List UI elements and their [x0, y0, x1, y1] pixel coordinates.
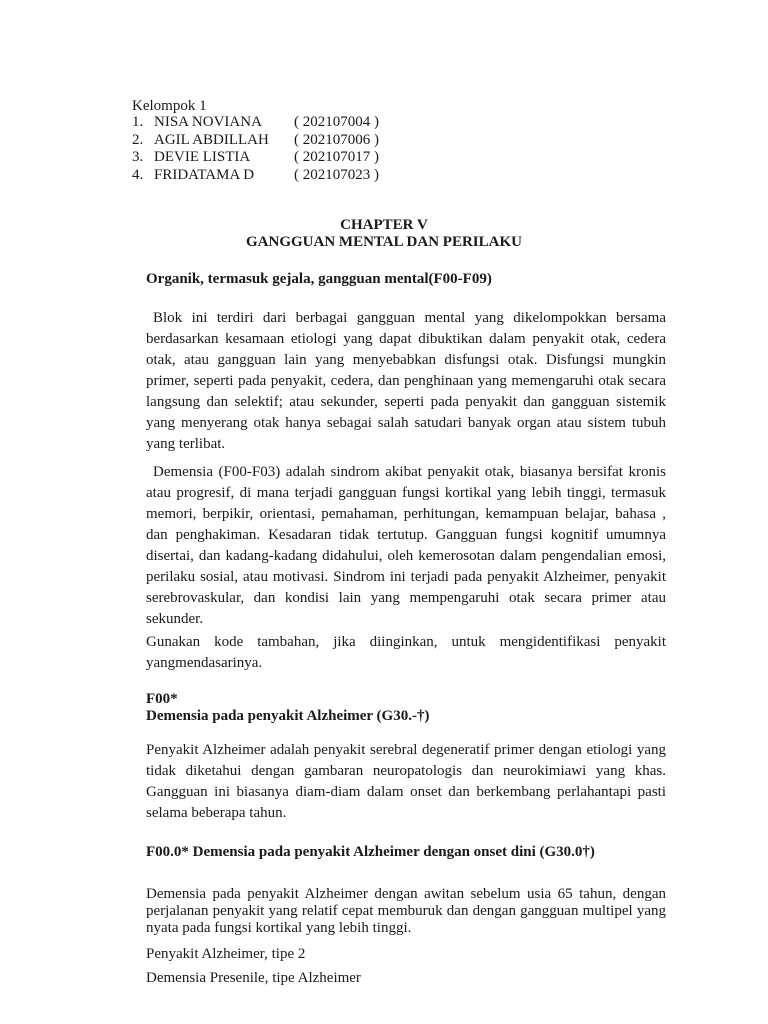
list-item: [132, 114, 379, 132]
chapter-number: CHAPTER V: [340, 217, 428, 233]
group-title: Kelompok 1: [132, 98, 207, 114]
paragraph-block: Blok ini terdiri dari berbagai gangguan mental yang dikelompokkan bersama berdasarkan kesamaan etiologi yang dapat dibuktikan dalam penyakit otak, cedera otak, atau gangguan lain yang menyebabkan disfungsi otak. Disfungsi mungkin primer, seperti pada penyakit, cedera, dan penghinaan yang memengaruhi otak secara langsung dan selektif; atau sekunder, seperti pada penyakit dan gangguan sistemik yang menyerang otak hanya sebagai salah satudari banyak organ atau sistem tubuh yang terlibat.: [146, 310, 666, 452]
line-tipe-2: Penyakit Alzheimer, tipe 2: [146, 946, 306, 962]
member-name: FRIDATAMA D: [154, 166, 255, 183]
member-id: ( 202107017 ): [294, 149, 379, 165]
heading-f00-0: F00.0* Demensia pada penyakit Alzheimer dengan onset dini (G30.0†): [146, 844, 595, 860]
section-heading-organic: Organik, termasuk gejala, gangguan mental(F00-F09): [146, 271, 492, 287]
paragraph-alzheimer: Penyakit Alzheimer adalah penyakit serebral degeneratif primer dengan etiologi yang tidak diketahui dengan gambaran neuropatologis dan neurokimiawi yang khas. Gangguan ini biasanya diam-diam dalam onset dan berkembang perlahantapi pasti selama beberapa tahun.: [146, 742, 666, 821]
member-id: ( 202107004 ): [294, 114, 379, 130]
paragraph-onset: Demensia pada penyakit Alzheimer dengan awitan sebelum usia 65 tahun, dengan perjalanan penyakit yang relatif cepat memburuk dan dengan gangguan multipel yang nyata pada fungsi kortikal yang lebih tinggi.: [146, 886, 666, 936]
paragraph-demensia: Demensia (F00-F03) adalah sindrom akibat penyakit otak, biasanya bersifat kronis atau progresif, di mana terjadi gangguan fungsi kortikal yang lebih tinggi, termasuk memori, berpikir, orientasi, pemahaman, perhitungan, kemampuan belajar, bahasa , dan penghakiman. Kesadaran tidak tertutup. Gangguan fungsi kognitif umumnya disertai, dan kadang-kadang didahului, oleh kemerosotan dalam pengendalian emosi, perilaku sosial, atau motivasi. Sindrom ini terjadi pada penyakit Alzheimer, penyakit serebrovaskular, dan kondisi lain yang mempengaruhi otak secara primer atau sekunder.: [146, 464, 666, 627]
list-item: [132, 167, 379, 185]
member-name: NISA NOVIANA: [154, 114, 262, 130]
code-f00: F00*: [146, 691, 178, 707]
list-item: [132, 149, 379, 167]
heading-f00: Demensia pada penyakit Alzheimer (G30.-†): [146, 708, 430, 724]
list-item: [132, 132, 379, 150]
line-presenile: Demensia Presenile, tipe Alzheimer: [146, 970, 361, 986]
member-name: DEVIE LISTIA: [154, 149, 251, 165]
member-number: 1.: [132, 114, 144, 130]
member-number: 3.: [132, 149, 144, 165]
member-id: ( 202107023 ): [294, 166, 379, 183]
paragraph-kode: Gunakan kode tambahan, jika diinginkan, untuk mengidentifikasi penyakit yangmendasarinya.: [146, 634, 666, 671]
member-list: [132, 114, 379, 184]
member-number: 4.: [132, 166, 144, 183]
member-id: ( 202107006 ): [294, 131, 379, 148]
chapter-title: GANGGUAN MENTAL DAN PERILAKU: [246, 234, 522, 250]
member-name: AGIL ABDILLAH: [154, 131, 269, 148]
member-number: 2.: [132, 131, 144, 148]
